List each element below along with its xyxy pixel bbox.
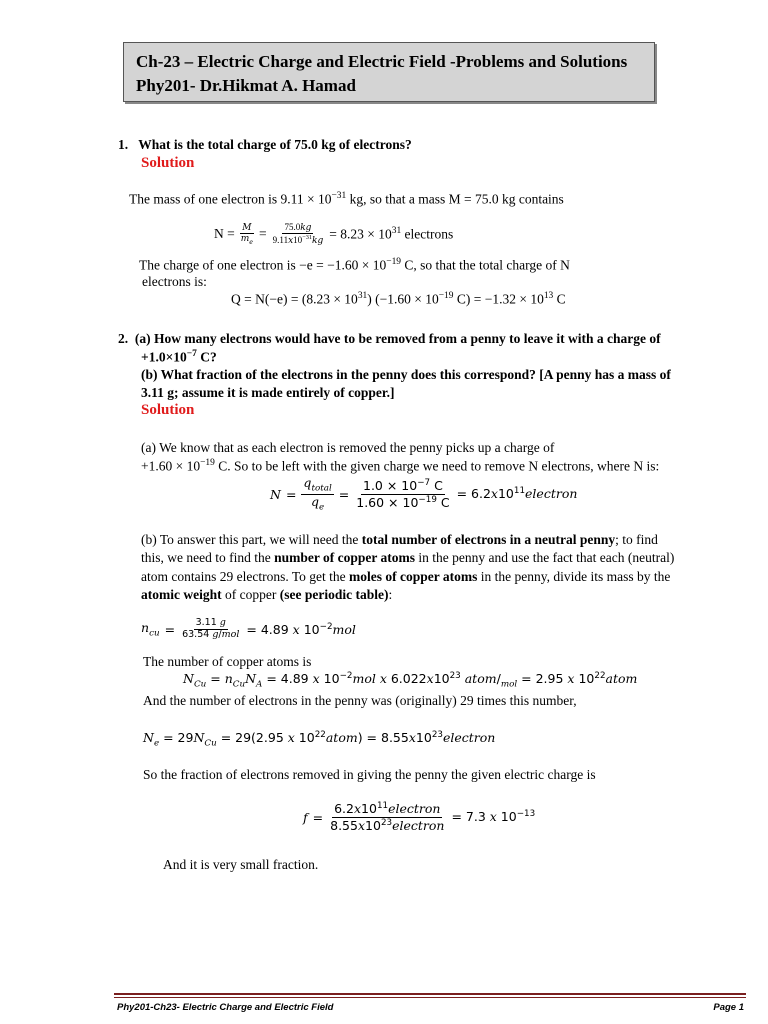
- p2-ncu-equation: $n_{cu}$ = $\frac{3.11 g}{\text{63.54 g/mol}}$ = 4.89 x $10^{-2}mol$: [141, 617, 356, 640]
- p2-part-b-text-4: atomic weight of copper (see periodic table):: [141, 587, 393, 602]
- page-number: Page 1: [713, 1002, 744, 1013]
- p2-part-b-text-1: (b) To answer this part, we will need the total number of electrons in a neutral penny; to find: [141, 532, 658, 547]
- solution-label: Solution: [141, 155, 195, 171]
- p2-Ne-equation: $N_e = 29N_{Cu} = 29(2.95$ x $10^{22}atom$) = $8.55x10^{23}electron$: [143, 730, 496, 749]
- title-box: [123, 42, 655, 102]
- p2-part-b-text-3: atom contains 29 electrons. To get the moles of copper atoms in the penny, divide its mass by the: [141, 569, 671, 584]
- p2-fraction-text: So the fraction of electrons removed in giving the penny the given electric charge is: [143, 767, 596, 782]
- p1-q-equation: $Q = N(-e) = (8.23 \times 10^{31})$ ($-1.60 \times 10^{-19}$ $C) = -1.32 \times 10^{13}$ C: [231, 291, 566, 307]
- p2-part-a-text-1: (a) We know that as each electron is removed the penny picks up a charge of: [141, 440, 555, 455]
- document-title: Ch-23 – Electric Charge and Electric Field -Problems and Solutions: [136, 52, 628, 71]
- p2-atoms-text: The number of copper atoms is: [143, 654, 312, 669]
- problem-2-question-b: (b) What fraction of the electrons in the penny does this correspond? [A penny has a mass of: [141, 367, 671, 382]
- p2-part-b-text-2: this, we need to find the number of copper atoms in the penny and use the fact that each (neutral): [141, 550, 675, 565]
- p2-part-a-text-2: $+1.60 \times 10^{-19}$ C. So to be left with the given charge we need to remove N electrons, where N is:: [141, 458, 660, 474]
- p1-n-equation: N = $\frac{M}{m_e}$ = $\frac{75.0kg}{9.11x10^{-31}kg}$ = $8.23 \times 10^{31}$ electrons: [214, 222, 454, 247]
- question-text: What is the total charge of 75.0 kg of electrons?: [138, 137, 412, 152]
- problem-number: 1.: [118, 137, 129, 152]
- course-author: Phy201- Dr.Hikmat A. Hamad: [136, 76, 356, 95]
- problem-1-question: [118, 137, 412, 153]
- p2-electrons-text: And the number of electrons in the penny was (originally) 29 times this number,: [143, 693, 577, 708]
- problem-2-question-b-2: 3.11 g; assume it is made entirely of copper.]: [141, 385, 395, 400]
- p2-closing: And it is very small fraction.: [163, 857, 319, 872]
- p1-charge-sentence-1: The charge of one electron is $-e = -1.60 \times 10^{-19}$ C, so that the total charge of N: [139, 257, 570, 273]
- p2-f-equation: f = $\frac{6.2x10^{11}electron}{8.55x10^{23}electron}$ = 7.3 x $10^{-13}$: [303, 801, 536, 833]
- footer-rule-thin: [114, 997, 746, 998]
- p1-mass-sentence: The mass of one electron is $9.11 \times 10^{-31}$ kg, so that a mass M = 75.0 kg contains: [129, 191, 564, 207]
- p2-n-equation: N = $\frac{q_{total}}{q_e}$ = $\frac{1.0 \times 10^{-7} C}{1.60 \times 10^{-19} C}$ = $6.2x10^{11}electron$: [270, 475, 578, 513]
- p2-Ncu-equation: $N_{Cu} = n_{Cu}N_A = 4.89$ x $10^{-2}mol$ x $6.022x10^{23}$ atom/$_{mol} = 2.95$ x $10^{22}atom$: [183, 671, 638, 690]
- problem-2-question-a: 2. (a) How many electrons would have to be removed from a penny to leave it with a charge of: [118, 331, 661, 346]
- footer-rule: [114, 993, 746, 995]
- solution-label: Solution: [141, 402, 195, 418]
- footer-course: Phy201-Ch23- Electric Charge and Electric Field: [117, 1002, 334, 1013]
- problem-number: 2.: [118, 331, 129, 346]
- p1-charge-sentence-2: electrons is:: [142, 274, 207, 289]
- problem-2-question-a-2: $+1.0\times 10^{-7}$ C?: [141, 349, 217, 365]
